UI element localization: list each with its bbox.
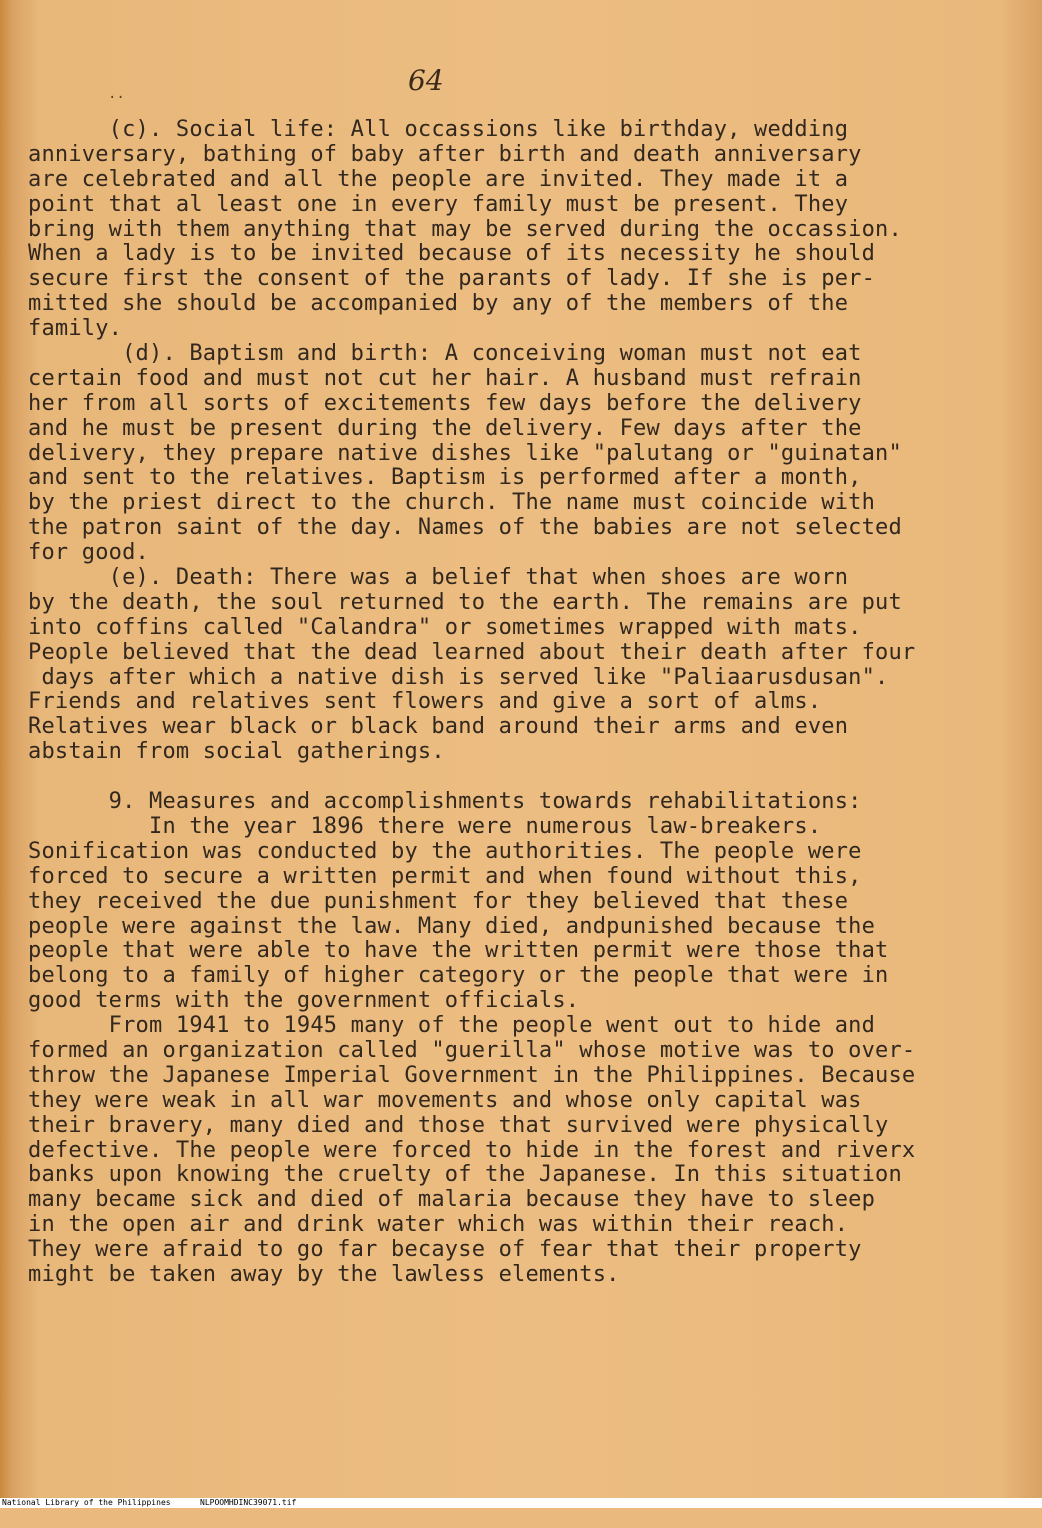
text-line: in the open air and drink water which was within their reach. [28, 1212, 849, 1238]
text-line: People believed that the dead learned about their death after four [28, 639, 916, 665]
text-line: many became sick and died of malaria because they have to sleep [28, 1187, 876, 1213]
text-line: secure first the consent of the parants of lady. If she is per- [28, 266, 876, 292]
text-line: her from all sorts of excitements few days before the delivery [28, 390, 862, 416]
text-line: certain food and must not cut her hair. A husband must refrain [28, 365, 862, 391]
text-line: In the year 1896 there were numerous law-breakers. [28, 813, 822, 839]
page-number: 64 [408, 64, 444, 97]
text-line: are celebrated and all the people are invited. They made it a [28, 166, 849, 192]
text-line: bring with them anything that may be served during the occassion. [28, 216, 902, 242]
text-line: by the priest direct to the church. The name must coincide with [28, 490, 876, 516]
text-line: (e). Death: There was a belief that when shoes are worn [28, 565, 849, 591]
text-line [28, 765, 1018, 790]
text-line: formed an organization called "guerilla" whose motive was to over- [28, 1037, 916, 1063]
text-line: Relatives wear black or black band around their arms and even [28, 714, 849, 740]
text-line: banks upon knowing the cruelty of the Japanese. In this situation [28, 1162, 902, 1188]
text-line: they were weak in all war movements and whose only capital was [28, 1087, 862, 1113]
text-line: into coffins called "Calandra" or sometimes wrapped with mats. [28, 614, 862, 640]
text-line: Friends and relatives sent flowers and give a sort of alms. [28, 689, 822, 715]
text-line: family. [28, 316, 123, 342]
text-line: 9. Measures and accomplishments towards rehabilitations: [28, 789, 862, 815]
text-line: defective. The people were forced to hide in the forest and riverx [28, 1137, 916, 1163]
text-line: They were afraid to go far becayse of fear that their property [28, 1237, 862, 1263]
text-line: might be taken away by the lawless elements. [28, 1261, 620, 1287]
text-line: (c). Social life: All occassions like birthday, wedding [28, 117, 849, 142]
text-line: by the death, the soul returned to the earth. The remains are put [28, 589, 902, 615]
footer-bar [0, 1498, 1042, 1508]
text-line: their bravery, many died and those that survived were physically [28, 1112, 889, 1138]
text-line: the patron saint of the day. Names of the babies are not selected [28, 515, 902, 541]
text-line: for good. [28, 540, 150, 566]
text-line: abstain from social gatherings. [28, 739, 445, 765]
text-line: people were against the law. Many died, andpunished because the [28, 913, 876, 939]
text-line: Sonification was conducted by the authorities. The people were [28, 838, 862, 864]
text-line: forced to secure a written permit and when found without this, [28, 863, 862, 889]
text-line: When a lady is to be invited because of its necessity he should [28, 241, 876, 267]
text-line: and he must be present during the delivery. Few days after the [28, 415, 862, 441]
text-line: delivery, they prepare native dishes like "palutang or "guinatan" [28, 440, 902, 466]
text-line: belong to a family of higher category or the people that were in [28, 963, 889, 989]
footer-source: National Library of the Philippines [2, 1498, 171, 1507]
text-line: people that were able to have the written permit were those that [28, 938, 889, 964]
text-line: anniversary, bathing of baby after birth and death anniversary [28, 141, 862, 167]
text-line: (d). Baptism and birth: A conceiving woman must not eat [28, 341, 862, 367]
text-line: From 1941 to 1945 many of the people went out to hide and [28, 1013, 876, 1039]
text-line: they received the due punishment for they believed that these [28, 888, 849, 914]
document-body [28, 118, 1018, 1288]
text-line: mitted she should be accompanied by any of the members of the [28, 291, 849, 317]
text-line: point that al least one in every family must be present. They [28, 191, 849, 217]
stray-mark: .. [108, 86, 125, 102]
text-line: and sent to the relatives. Baptism is performed after a month, [28, 465, 862, 491]
text-line: good terms with the government officials. [28, 988, 580, 1014]
footer-filename: NLPOOMHDINC39071.tif [200, 1498, 297, 1507]
text-line: throw the Japanese Imperial Government in the Philippines. Because [28, 1062, 916, 1088]
text-line: days after which a native dish is served like "Paliaarusdusan". [28, 664, 889, 690]
